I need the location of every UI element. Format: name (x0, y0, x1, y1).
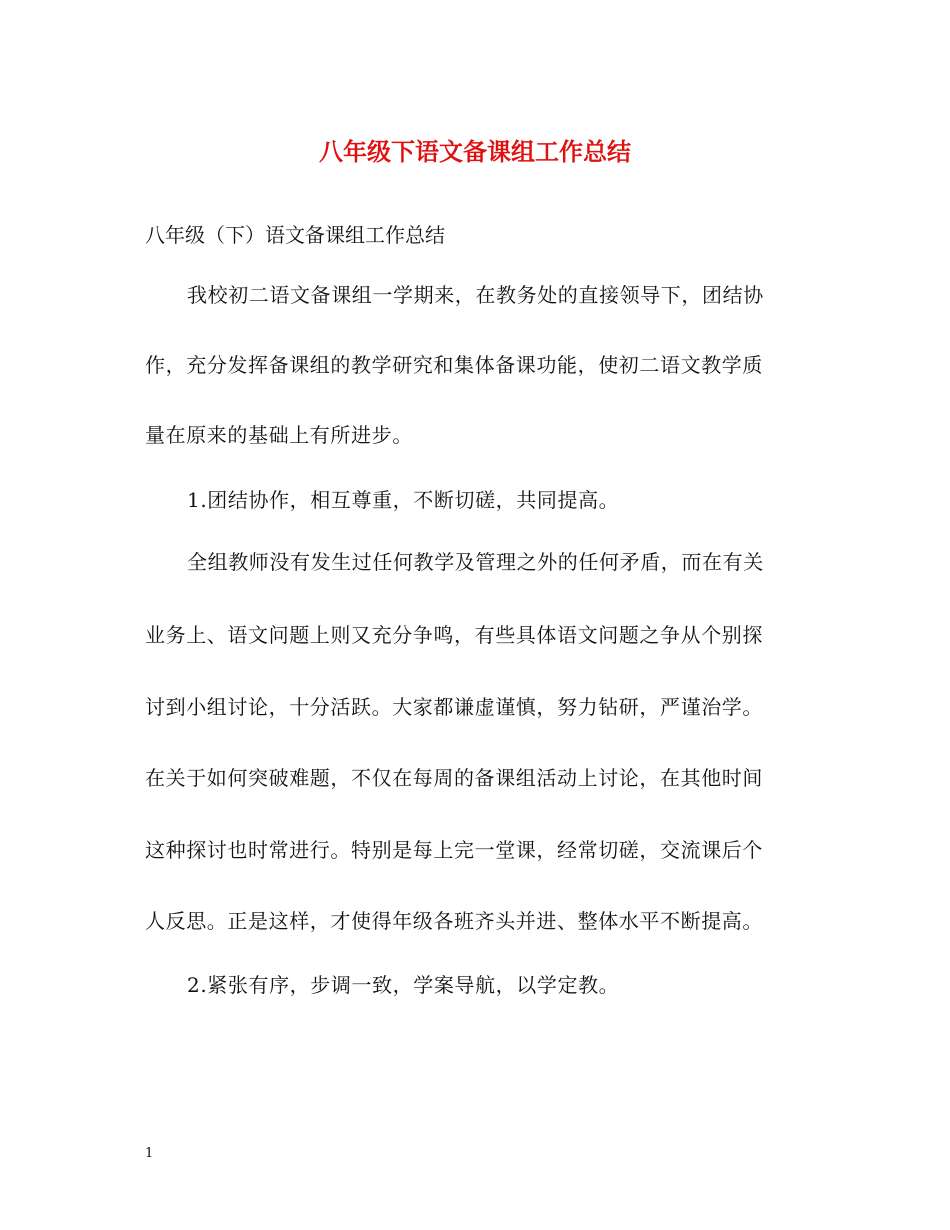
paragraph-line: 这种探讨也时常进行。特别是每上完一堂课，经常切磋，交流课后个 (145, 838, 763, 862)
document-subtitle: 八年级（下）语文备课组工作总结 (145, 223, 445, 247)
paragraph-line: 量在原来的基础上有所进步。 (145, 423, 413, 447)
paragraph-line: 人反思。正是这样，才使得年级各班齐头并进、整体水平不断提高。 (145, 909, 763, 933)
section-heading-1: 1.团结协作，相互尊重，不断切磋，共同提高。 (187, 488, 620, 512)
paragraph-line: 在关于如何突破难题，不仅在每周的备课组活动上讨论，在其他时间 (145, 766, 763, 790)
document-title: 八年级下语文备课组工作总结 (319, 137, 631, 166)
section-heading-2: 2.紧张有序，步调一致，学案导航，以学定教。 (187, 973, 620, 997)
paragraph-line: 讨到小组讨论，十分活跃。大家都谦虚谨慎，努力钻研，严谨治学。 (145, 695, 763, 719)
paragraph-line: 我校初二语文备课组一学期来，在教务处的直接领导下，团结协 (187, 283, 764, 307)
paragraph-line: 业务上、语文问题上则又充分争鸣，有些具体语文问题之争从个别探 (145, 623, 763, 647)
paragraph-line: 作，充分发挥备课组的教学研究和集体备课功能，使初二语文教学质 (145, 353, 763, 377)
paragraph-line: 全组教师没有发生过任何教学及管理之外的任何矛盾，而在有关 (187, 550, 764, 574)
page-number: 1 (145, 1146, 154, 1161)
